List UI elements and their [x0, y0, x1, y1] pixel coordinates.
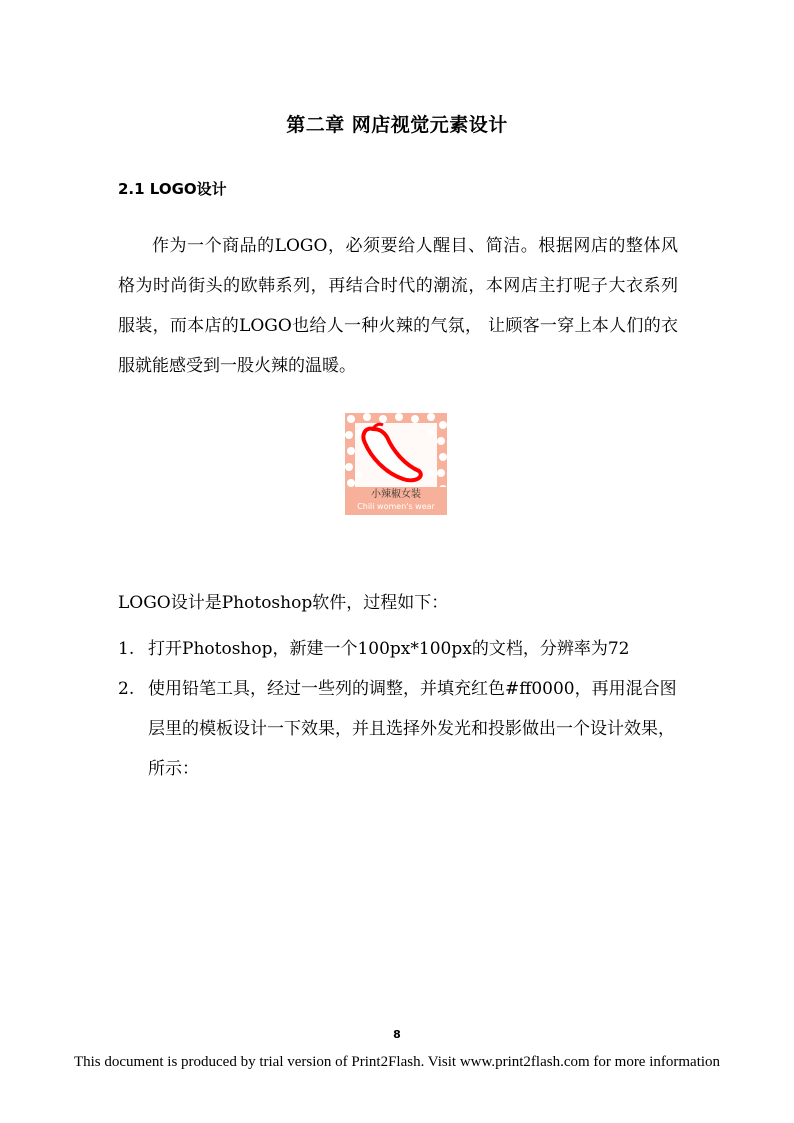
list-item — [118, 669, 688, 789]
logo-name-cn: 小辣椒女装 — [371, 489, 421, 500]
steps-list — [118, 629, 688, 789]
step-text: 打开Photoshop，新建一个100px*100px的文档，分辨率为72 — [148, 639, 630, 659]
intro-line: LOGO设计是Photoshop软件，过程如下： — [118, 593, 449, 613]
list-item — [118, 629, 688, 669]
section-heading: 2.1 LOGO设计 — [118, 180, 227, 198]
chapter-title: 第二章 网店视觉元素设计 — [286, 114, 508, 136]
chili-logo-image — [345, 413, 447, 515]
step-number: 2. — [118, 679, 135, 699]
page-number: 8 — [393, 1028, 401, 1041]
body-paragraph: 作为一个商品的LOGO，必须要给人醒目、简洁。根据网店的整体风格为时尚街头的欧韩系列，再结合时代的潮流，本网店主打呢子大衣系列服装，而本店的LOGO也给人一种火辣的气氛， 让顾客一穿上本人们的衣服就能感受到一股火辣的温暖。 — [118, 236, 678, 376]
step-text: 使用铅笔工具，经过一些列的调整，并填充红色#ff0000，再用混合图层里的模板设计一下效果，并且选择外发光和投影做出一个设计效果，所示： — [148, 679, 677, 779]
logo-name-en: Chili women's wear — [357, 502, 435, 511]
chili-logo-graphic — [345, 413, 447, 515]
trial-footer: This document is produced by trial version of Print2Flash. Visit www.print2flash.com for more information — [73, 1054, 721, 1070]
step-number: 1. — [118, 639, 135, 659]
